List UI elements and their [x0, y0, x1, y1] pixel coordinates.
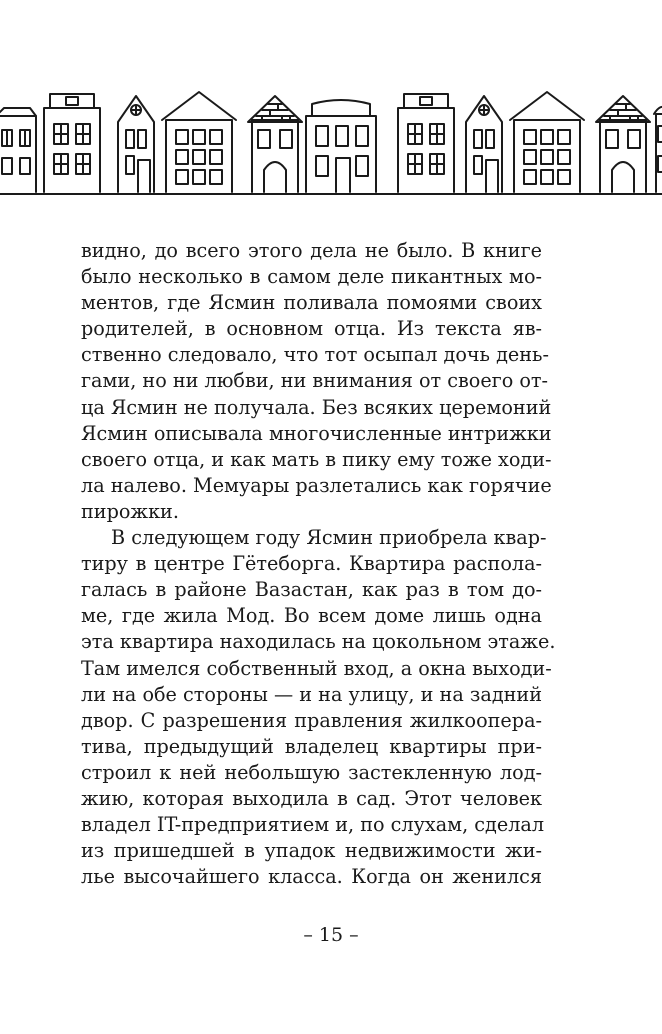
text-line: ментов, где Ясмин поливала помоями своих	[81, 291, 542, 315]
text-line: из пришедшей в упадок недвижимости жи-	[81, 839, 542, 863]
houses-illustration-icon	[0, 86, 662, 198]
text-line: своего отца, и как мать в пику ему тоже ходи-	[81, 447, 552, 471]
text-line: гами, но ни любви, ни внимания от своего от-	[81, 369, 549, 393]
text-line: родителей, в основном отца. Из текста яв-	[81, 317, 542, 341]
text-line: ме, где жила Мод. Во всем доме лишь одна	[81, 604, 542, 628]
text-line: В следующем году Ясмин приобрела квар-	[111, 526, 547, 550]
text-line: Там имелся собственный вход, а окна выходи-	[81, 656, 552, 680]
text-line: строил к ней небольшую застекленную лод-	[81, 760, 542, 784]
text-line: видно, до всего этого дела не было. В книге	[81, 239, 542, 262]
text-line: ственно следовало, что тот осыпал дочь день-	[81, 343, 549, 367]
text-line: пирожки.	[81, 499, 179, 523]
text-line: владел IT-предприятием и, по слухам, сделал	[81, 813, 545, 837]
text-line: ла налево. Мемуары разлетались как горячие	[81, 473, 552, 497]
text-line: эта квартира находилась на цокольном этаже.	[81, 630, 556, 654]
page-number: – 15 –	[303, 924, 359, 946]
text-line: галась в районе Вазастан, как раз в том до-	[81, 578, 542, 602]
text-line: жию, которая выходила в сад. Этот человек	[81, 786, 542, 810]
text-line: было несколько в самом деле пикантных мо-	[81, 265, 542, 289]
text-line: лье высочайшего класса. Когда он женился	[81, 865, 542, 889]
text-line: ли на обе стороны — и на улицу, и на задний	[81, 682, 542, 706]
text-line: двор. С разрешения правления жилкоопера-	[81, 708, 542, 732]
houses-banner	[0, 86, 662, 198]
text-line: ца Ясмин не получала. Без всяких церемоний	[81, 395, 552, 419]
text-line: тива, предыдущий владелец квартиры при-	[81, 734, 542, 758]
body-text	[81, 238, 556, 890]
text-line: Ясмин описывала многочисленные интрижки	[81, 421, 552, 445]
text-line: тиру в центре Гётеборга. Квартира распола-	[81, 552, 542, 576]
